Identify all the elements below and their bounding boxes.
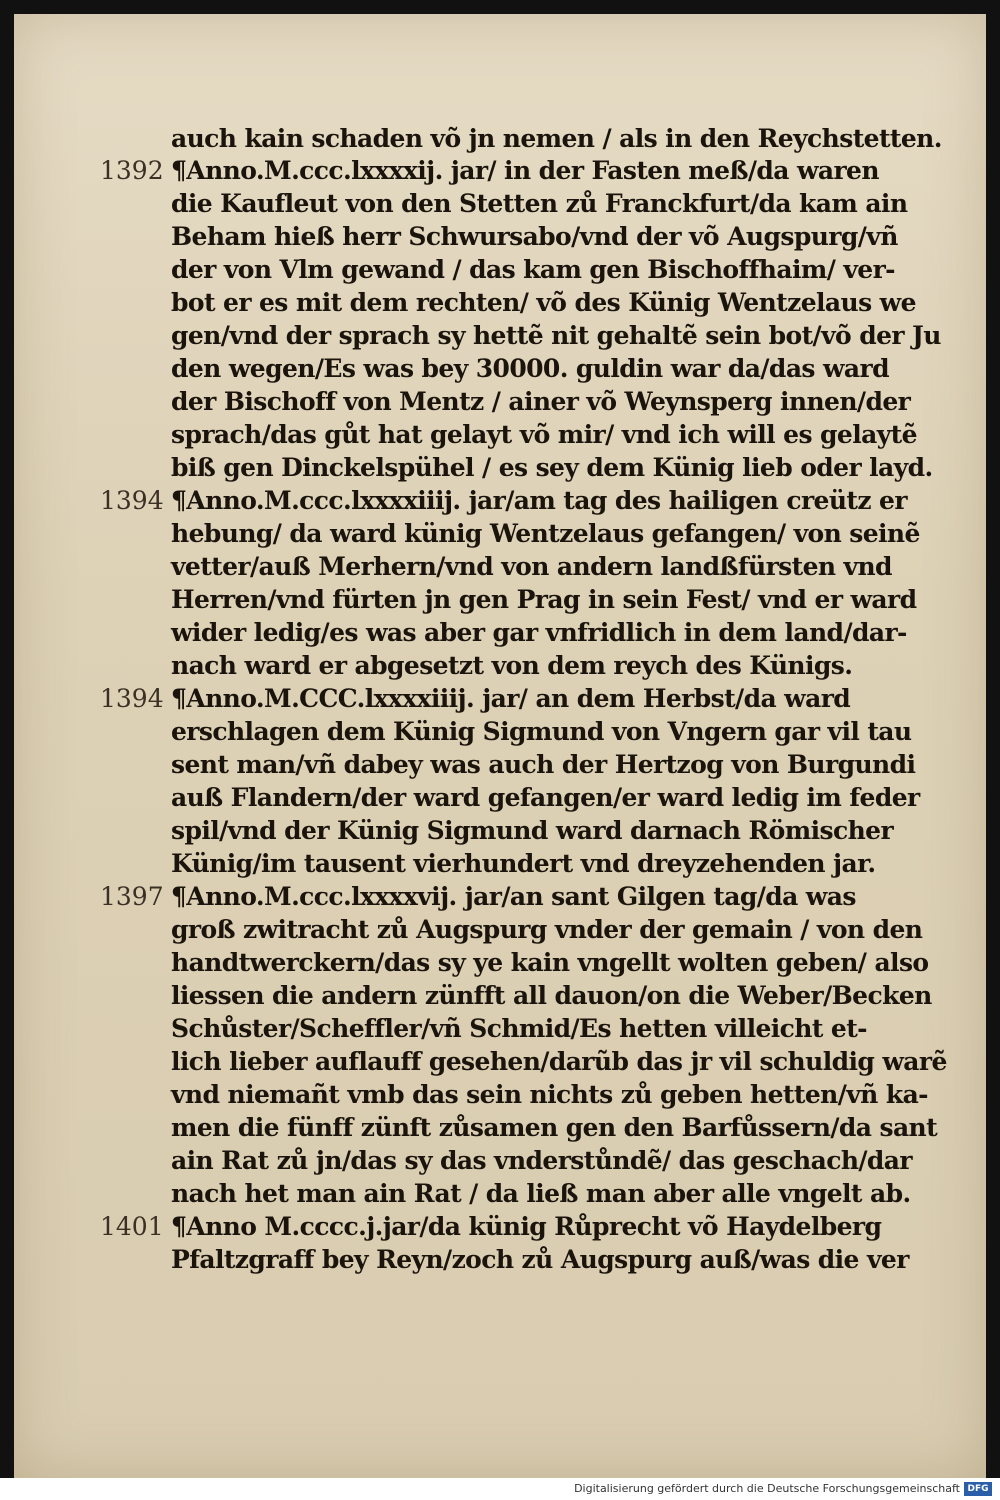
text-line: ¶Anno.M.CCC.lxxxxiiij. jar/ an dem Herbst/da ward: [171, 684, 851, 713]
text-line: handtwerckern/das sy ye kain vngellt wolten geben/ also: [171, 948, 929, 977]
text-line: Künig/im tausent vierhundert vnd dreyzehenden jar.: [171, 849, 876, 878]
marginal-year: 1401: [100, 1212, 164, 1241]
text-line: erschlagen dem Künig Sigmund von Vngern gar vil tau: [171, 717, 912, 746]
text-line: sprach/das gůt hat gelayt võ mir/ vnd ich will es gelaytẽ: [171, 420, 917, 449]
text-line: ain Rat zů jn/das sy das vnderstůndẽ/ das geschach/dar: [171, 1146, 912, 1175]
text-line: hebung/ da ward künig Wentzelaus gefangen/ von seinẽ: [171, 519, 920, 548]
text-line: nach het man ain Rat / da ließ man aber alle vngelt ab.: [171, 1179, 911, 1208]
text-line: gen/vnd der sprach sy hettẽ nit gehaltẽ sein bot/võ der Ju: [171, 321, 941, 350]
text-line: Beham hieß herr Schwursabo/vnd der võ Augspurg/vñ: [171, 222, 898, 251]
text-line: vnd niemañt vmb das sein nichts zů geben hetten/vñ ka-: [171, 1080, 928, 1109]
text-line: groß zwitracht zů Augspurg vnder der gemain / von den: [171, 915, 923, 944]
text-line: Schůster/Scheffler/vñ Schmid/Es hetten villeicht et-: [171, 1014, 867, 1043]
text-line: den wegen/Es was bey 30000. guldin war da/das ward: [171, 354, 889, 383]
text-line: der Bischoff von Mentz / ainer võ Weynsperg innen/der: [171, 387, 911, 416]
text-line: ¶Anno.M.ccc.lxxxxiiij. jar/am tag des hailigen creütz er: [171, 486, 907, 515]
text-line: ¶Anno.M.ccc.lxxxxvij. jar/an sant Gilgen tag/da was: [171, 882, 856, 911]
text-line: sent man/vñ dabey was auch der Hertzog von Burgundi: [171, 750, 916, 779]
text-line: vetter/auß Merhern/vnd von andern landßfürsten vnd: [171, 552, 892, 581]
dfg-logo[interactable]: DFG: [964, 1482, 992, 1496]
text-line: spil/vnd der Künig Sigmund ward darnach Römischer: [171, 816, 894, 845]
book-page: [14, 14, 986, 1478]
text-line: men die fünff zünft zůsamen gen den Barfůssern/da sant: [171, 1113, 938, 1142]
marginal-year: 1394: [100, 486, 164, 515]
text-line: liessen die andern zünfft all dauon/on die Weber/Becken: [171, 981, 932, 1010]
footer-credit: Digitalisierung gefördert durch die Deutsche Forschungsgemeinschaft: [574, 1482, 960, 1495]
marginal-year: 1392: [100, 156, 164, 185]
text-line: der von Vlm gewand / das kam gen Bischoffhaim/ ver-: [171, 255, 895, 284]
text-line: lich lieber auflauff gesehen/darũb das jr vil schuldig warẽ: [171, 1047, 947, 1076]
marginal-year: 1397: [100, 882, 164, 911]
footer-bar: [0, 1478, 1000, 1500]
text-line: wider ledig/es was aber gar vnfridlich in dem land/dar-: [171, 618, 907, 647]
marginal-year: 1394: [100, 684, 164, 713]
text-line: ¶Anno M.cccc.j.jar/da künig Růprecht võ Haydelberg: [171, 1212, 882, 1241]
text-line: biß gen Dinckelspühel / es sey dem Künig lieb oder layd.: [171, 453, 933, 482]
text-line: nach ward er abgesetzt von dem reych des Künigs.: [171, 651, 853, 680]
text-line: bot er es mit dem rechten/ võ des Künig Wentzelaus we: [171, 288, 916, 317]
text-line: auß Flandern/der ward gefangen/er ward ledig im feder: [171, 783, 920, 812]
text-line: auch kain schaden võ jn nemen / als in den Reychstetten.: [171, 124, 942, 153]
text-line: Herren/vnd fürten jn gen Prag in sein Fest/ vnd er ward: [171, 585, 917, 614]
text-line: ¶Anno.M.ccc.lxxxxij. jar/ in der Fasten meß/da waren: [171, 156, 879, 185]
text-line: die Kaufleut von den Stetten zů Franckfurt/da kam ain: [171, 189, 908, 218]
text-line: Pfaltzgraff bey Reyn/zoch zů Augspurg auß/was die ver: [171, 1245, 909, 1274]
